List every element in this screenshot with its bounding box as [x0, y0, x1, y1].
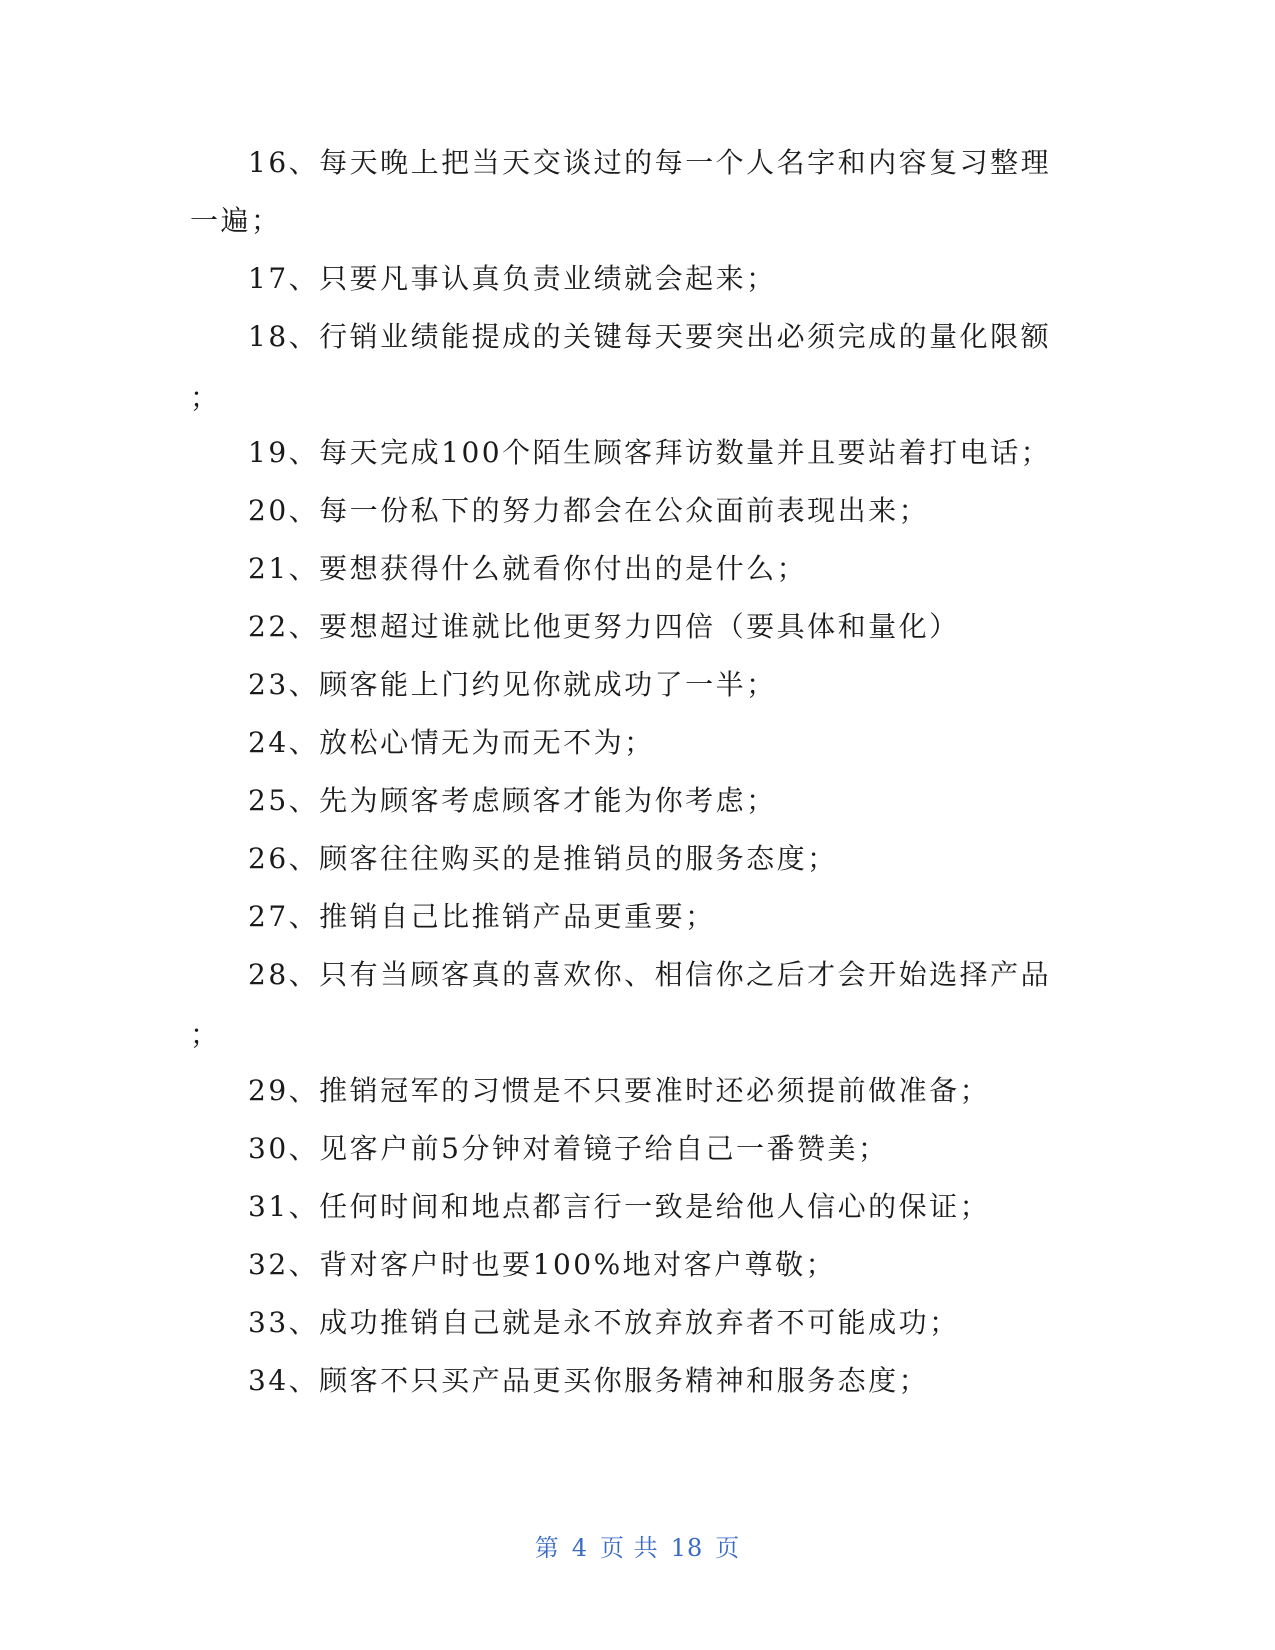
list-item-16: 16、每天晚上把当天交谈过的每一个人名字和内容复习整理 [248, 146, 1052, 179]
total-page-count: 18 [670, 1534, 704, 1562]
list-item-24: 24、放松心情无为而无不为； [248, 726, 655, 759]
list-item-34: 34、顾客不只买产品更买你服务精神和服务态度； [248, 1364, 930, 1397]
footer-suffix: 页 [715, 1534, 741, 1562]
list-item-18: 18、行销业绩能提成的关键每天要突出必须完成的量化限额 [248, 320, 1052, 353]
current-page-number: 4 [571, 1534, 589, 1562]
footer-middle: 页 共 [600, 1534, 659, 1562]
list-item-17: 17、只要凡事认真负责业绩就会起来； [248, 262, 777, 295]
list-item-16-continuation: 一遍； [190, 204, 282, 237]
list-item-32: 32、背对客户时也要100%地对客户尊敬； [248, 1248, 837, 1281]
list-item-28: 28、只有当顾客真的喜欢你、相信你之后才会开始选择产品 [248, 958, 1052, 991]
list-item-31: 31、任何时间和地点都言行一致是给他人信心的保证； [248, 1190, 991, 1223]
list-item-22: 22、要想超过谁就比他更努力四倍（要具体和量化） [248, 610, 960, 643]
list-item-25: 25、先为顾客考虑顾客才能为你考虑； [248, 784, 777, 817]
list-item-26: 26、顾客往往购买的是推销员的服务态度； [248, 842, 838, 875]
list-item-21: 21、要想获得什么就看你付出的是什么； [248, 552, 808, 585]
page-footer [0, 1530, 1275, 1566]
list-item-29: 29、推销冠军的习惯是不只要准时还必须提前做准备； [248, 1074, 991, 1107]
list-item-33: 33、成功推销自己就是永不放弃放弃者不可能成功； [248, 1306, 960, 1339]
list-item-28-continuation: ； [190, 1018, 221, 1051]
list-item-30: 30、见客户前5分钟对着镜子给自己一番赞美； [248, 1132, 889, 1165]
list-item-18-continuation: ； [190, 381, 221, 414]
list-item-23: 23、顾客能上门约见你就成功了一半； [248, 668, 777, 701]
list-item-27: 27、推销自己比推销产品更重要； [248, 900, 716, 933]
list-item-20: 20、每一份私下的努力都会在公众面前表现出来； [248, 494, 930, 527]
footer-prefix: 第 [534, 1534, 560, 1562]
list-item-19: 19、每天完成100个陌生顾客拜访数量并且要站着打电话； [248, 436, 1052, 469]
